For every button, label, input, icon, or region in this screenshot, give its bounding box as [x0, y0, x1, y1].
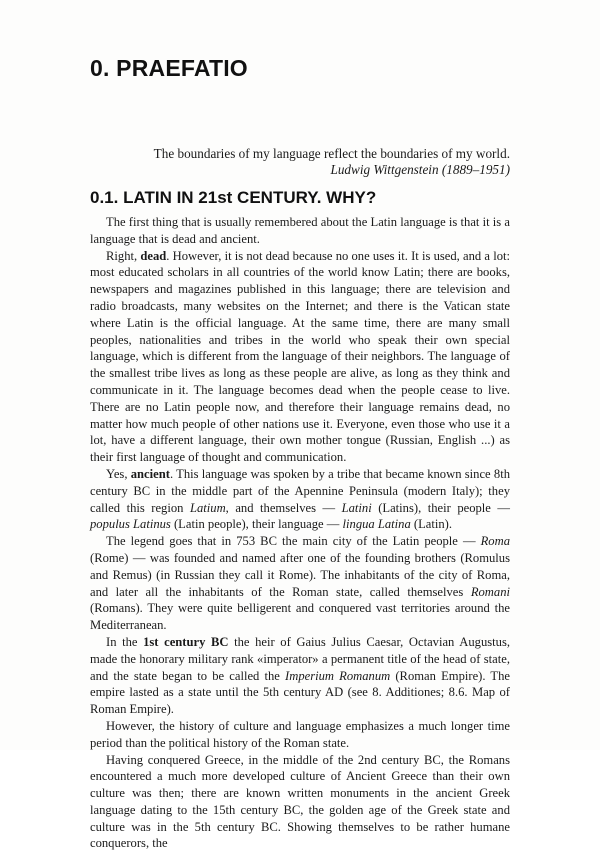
section-title: 0.1. LATIN IN 21st CENTURY. WHY? [90, 188, 376, 208]
paragraph: However, the history of culture and language emphasizes a much longer time period than the political history of the Roman state. [90, 718, 510, 752]
paragraph: The legend goes that in 753 BC the main city of the Latin people — Roma (Rome) — was founded and named after one of the founding brothers (Romulus and Remus) (in Russian they call it Rome). The inhabitants of the city of Roma, and later all the inhabitants of the Roman state, called themselves Romani (Romans). They were quite belligerent and conquered vast territories around the Mediterranean. [90, 533, 510, 634]
paragraph: The first thing that is usually remembered about the Latin language is that it is a language that is dead and ancient. [90, 214, 510, 248]
paragraph: Yes, ancient. This language was spoken by a tribe that became known since 8th century BC in the middle part of the Apennine Peninsula (modern Italy); they called this region Latium, and themselves — Latini (Latins), their people — populus Latinus (Latin people), their language — lingua Latina (Latin). [90, 466, 510, 533]
paragraph: Right, dead. However, it is not dead because no one uses it. It is used, and a lot: most educated scholars in all countries of the world know Latin; there are books, newspapers and magazines published in this language; there are television and radio broadcasts, many websites on the Internet; and there is the Vatican state where Latin is the official language. At the same time, there are many small peoples, nationalities and tribes in the world who speak their own special language, which is different from the language of their neighbors. The language of the smallest tribe lives as long as these people are alive, as long as they think and communicate in it. The language becomes dead when the people cease to live. There are no Latin people now, and therefore their language remains dead, no matter how much people of other nations use it. Everyone, even those who use it a lot, have a different language, their own mother tongue (Russian, English ...) as their first language of thought and communication. [90, 248, 510, 466]
paragraph: In the 1st century BC the heir of Gaius Julius Caesar, Octavian Augustus, made the honorary military rank «imperator» a permanent title of the head of state, and the state began to be called the Imperium Romanum (Roman Empire). The empire lasted as a state until the 5th century AD (see 8. Additiones; 8.6. Map of Roman Empire). [90, 634, 510, 718]
epigraph-quote: The boundaries of my language reflect the boundaries of my world. [150, 146, 510, 162]
body-text [90, 214, 510, 852]
paragraph: Having conquered Greece, in the middle of the 2nd century BC, the Romans encountered a much more developed culture of Ancient Greece than their own culture was then; there are known written monuments in the ancient Greek language dating to the 15th century BC, the golden age of the Greek state and culture was in the 5th century BC. Showing themselves to be rather humane conquerors, the [90, 752, 510, 852]
epigraph [150, 146, 510, 178]
chapter-title: 0. PRAEFATIO [90, 55, 248, 82]
epigraph-author: Ludwig Wittgenstein (1889–1951) [150, 162, 510, 178]
